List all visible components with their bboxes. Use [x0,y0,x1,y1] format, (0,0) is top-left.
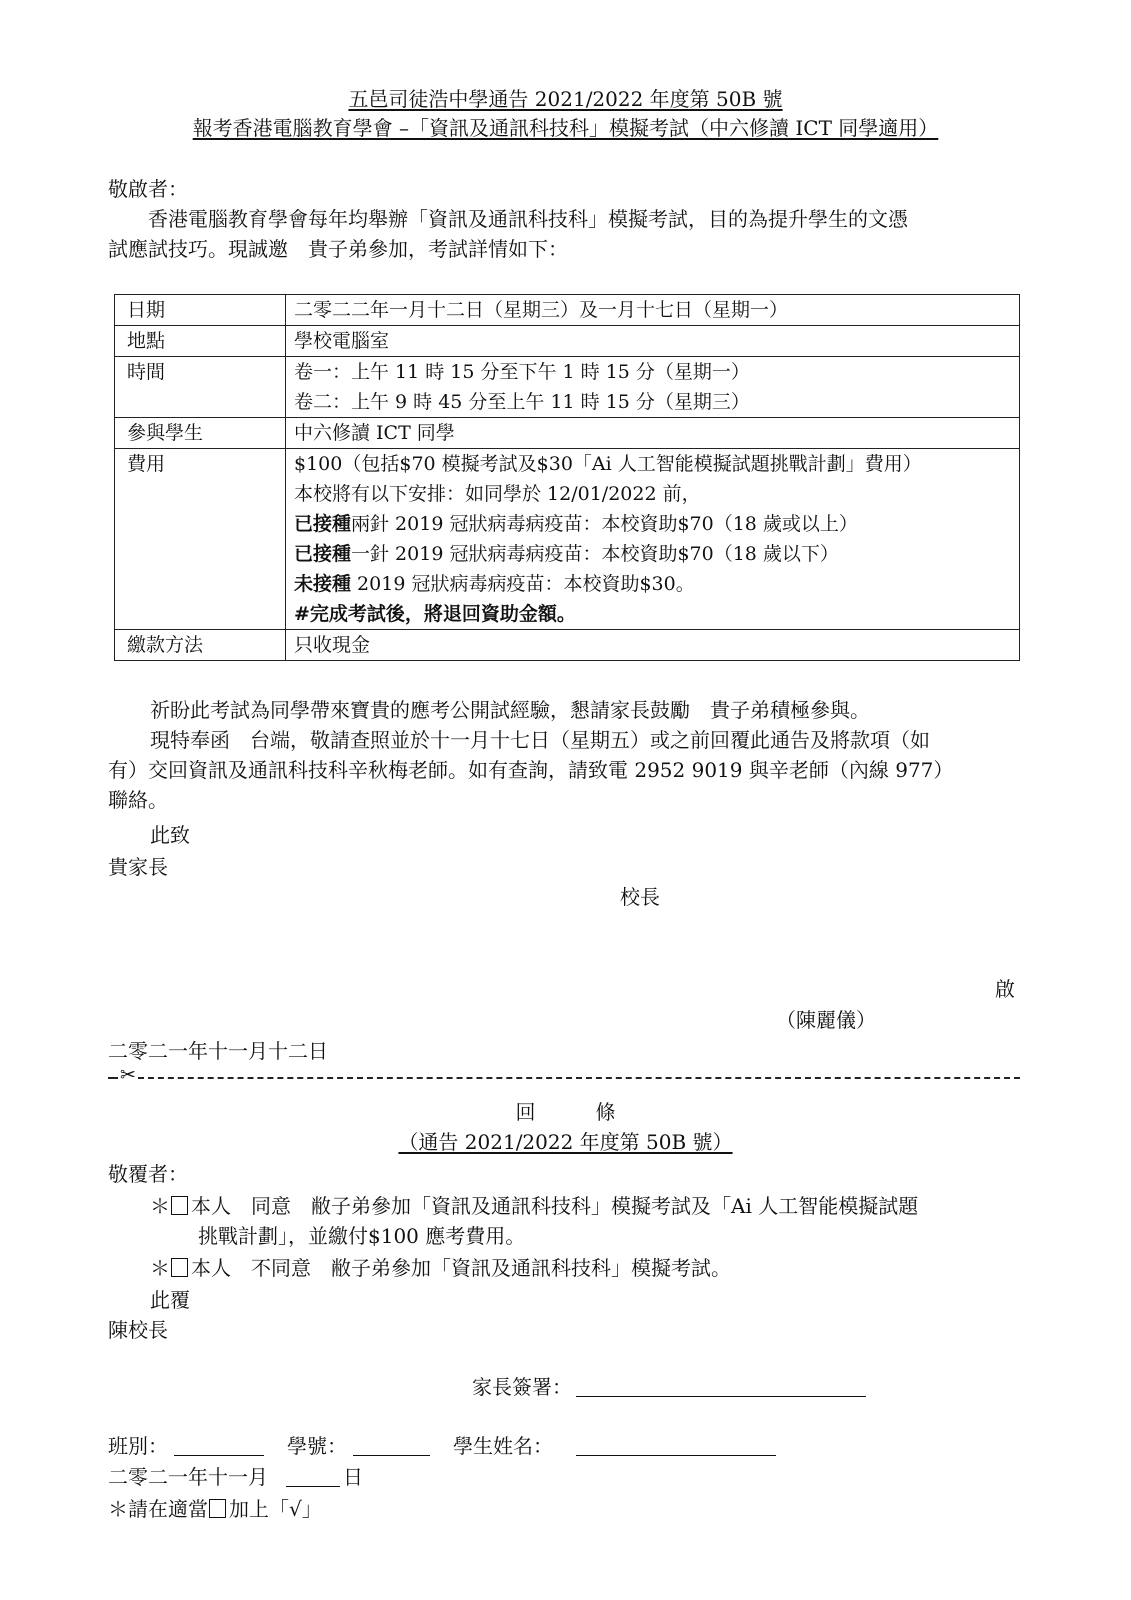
agree-checkbox[interactable] [171,1196,188,1215]
fee-label: 費用 [115,449,286,630]
table-row [115,295,1020,326]
closing-paragraph-2-line-3: 聯絡。 [108,788,168,812]
reply-date-prefix: 二零二一年十一月 [108,1465,268,1489]
letter-date: 二零二一年十一月十二日 [108,1039,328,1063]
table-row [115,357,1020,418]
notice-subtitle: 報考香港電腦教育學會 –「資訊及通訊科技科」模擬考試（中六修讀 ICT 同學適用） [192,116,939,140]
cut-line-lead [108,1077,118,1079]
fee-emphasis: 未接種 [294,573,352,595]
fee-refund-note: #完成考試後，將退回資助金額。 [294,603,576,625]
asterisk: ＊ [150,1194,170,1218]
paper-1-time: 卷一：上午 11 時 15 分至下午 1 時 15 分（星期一） [294,361,750,383]
scissors-icon: ✂ [120,1064,136,1086]
exam-details-table [114,294,1020,661]
fee-text: 一針 2019 冠狀病毒病疫苗：本校資助$70（18 歲以下） [351,543,839,565]
reply-slip-heading: 回 條 [515,1100,616,1124]
note-prefix: ＊請在適當 [108,1497,208,1521]
venue-label: 地點 [115,326,286,357]
paper-2-time: 卷二：上午 9 時 45 分至上午 11 時 15 分（星期三） [294,391,750,413]
date-label: 日期 [115,295,286,326]
payment-value: 只收現金 [286,630,1020,661]
student-number-field[interactable] [353,1455,430,1456]
table-row [115,449,1020,630]
cut-line [108,1064,1020,1086]
option-agree [150,1194,918,1218]
date-value: 二零二二年一月十二日（星期三）及一月十七日（星期一） [286,295,1020,326]
number-label: 學號： [287,1434,347,1458]
class-label: 班別： [108,1434,168,1458]
class-field[interactable] [174,1455,264,1456]
fee-text: 2019 冠狀病毒病疫苗：本校資助$30。 [351,573,695,595]
fee-emphasis: 已接種 [294,543,352,565]
principal-title: 校長 [620,885,660,909]
closing-paragraph-2-line-1: 現特奉函 台端，敬請查照並於十一月十七日（星期五）或之前回覆此通告及將款項（如 [150,728,930,752]
option-disagree [150,1256,731,1280]
closing-paragraph-2-line-2: 有）交回資訊及通訊科技科辛秋梅老師。如有查詢，請致電 2952 9019 與辛老師（內線 977） [108,758,954,782]
closing-paragraph-1: 祈盼此考試為同學帶來寶貴的應考公開試經驗，懇請家長鼓勵 貴子弟積極參與。 [150,698,870,722]
fee-line [294,539,1011,569]
salutation: 敬啟者： [108,177,188,201]
table-row [115,326,1020,357]
time-value [286,357,1020,418]
time-label: 時間 [115,357,286,418]
students-label: 參與學生 [115,418,286,449]
student-name-field[interactable] [576,1455,776,1456]
reply-slip-reference: （通告 2021/2022 年度第 50B 號） [398,1130,733,1154]
signature-label: 家長簽署： [472,1375,572,1399]
venue-value: 學校電腦室 [286,326,1020,357]
agree-text: 本人 同意 敝子弟參加「資訊及通訊科技科」模擬考試及「Ai 人工智能模擬試題 [191,1194,919,1218]
principal-name: （陳麗儀） [776,1008,876,1032]
qi: 啟 [995,977,1015,1001]
students-value: 中六修讀 ICT 同學 [286,418,1020,449]
ci-fu: 此覆 [150,1288,190,1312]
ci-zhi: 此致 [150,823,190,847]
intro-line-1: 香港電腦教育學會每年均舉辦「資訊及通訊科技科」模擬考試，目的為提升學生的文憑 [148,207,908,231]
checkbox-note [108,1497,322,1521]
reply-recipient: 陳校長 [108,1318,168,1342]
asterisk: ＊ [150,1256,170,1280]
table-row [115,630,1020,661]
disagree-checkbox[interactable] [171,1258,188,1277]
reply-day-field[interactable] [286,1486,340,1487]
example-checkbox [209,1499,226,1518]
fee-line: $100（包括$70 模擬考試及$30「Ai 人工智能模擬試題挑戰計劃」費用） [294,453,922,475]
disagree-text: 本人 不同意 敝子弟參加「資訊及通訊科技科」模擬考試。 [191,1256,731,1280]
table-row [115,418,1020,449]
reply-salutation: 敬覆者： [108,1162,188,1186]
signature-field[interactable] [576,1396,866,1397]
fee-text: 兩針 2019 冠狀病毒病疫苗：本校資助$70（18 歲或以上） [351,513,858,535]
fee-value [286,449,1020,630]
recipient-parents: 貴家長 [108,855,168,879]
fee-line [294,509,1011,539]
note-suffix: 加上「√」 [229,1497,322,1521]
student-name-label: 學生姓名： [453,1434,553,1458]
fee-line [294,569,1011,599]
cut-line-dashes [138,1077,1020,1079]
fee-emphasis: 已接種 [294,513,352,535]
intro-line-2: 試應試技巧。現誠邀 貴子弟參加，考試詳情如下： [108,237,568,261]
reply-date-suffix: 日 [343,1465,363,1489]
option-agree-line-2: 挑戰計劃」，並繳付$100 應考費用。 [198,1224,526,1248]
notice-title: 五邑司徒浩中學通告 2021/2022 年度第 50B 號 [348,87,783,111]
payment-label: 繳款方法 [115,630,286,661]
fee-line: 本校將有以下安排：如同學於 12/01/2022 前， [294,483,701,505]
